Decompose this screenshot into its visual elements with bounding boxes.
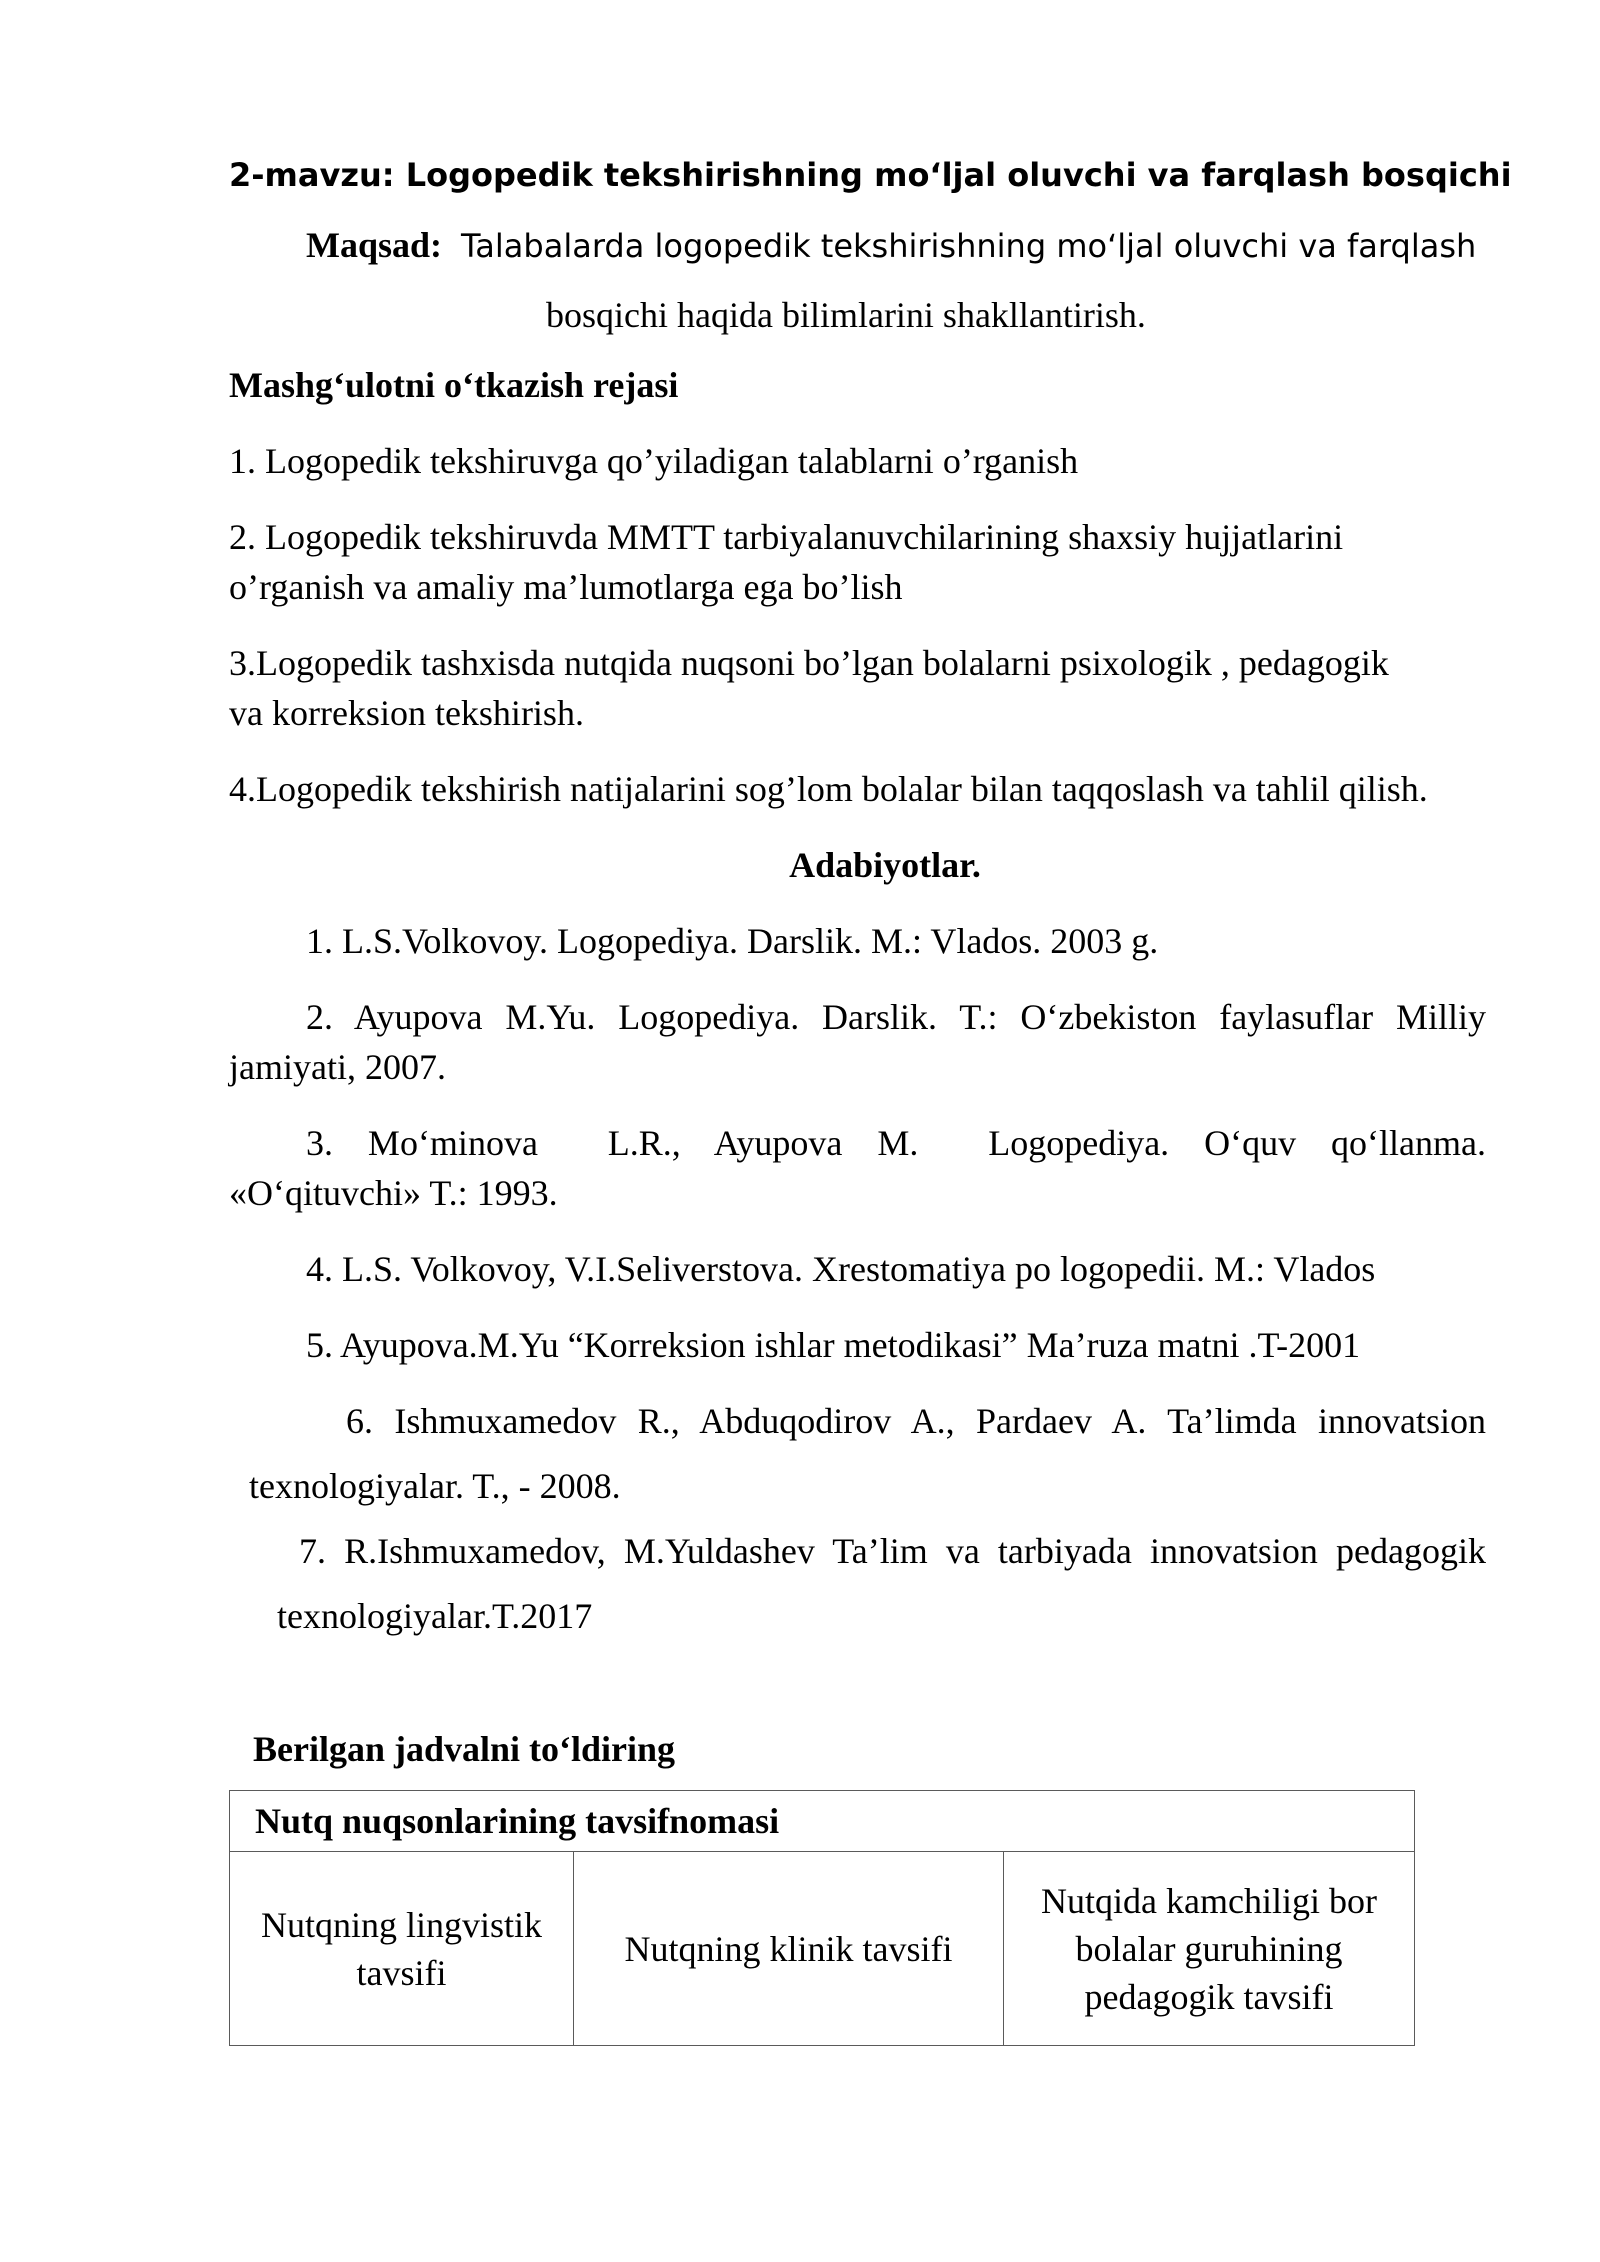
col3-line-1: Nutqida kamchiligi bor [1041,1880,1377,1921]
reference-7: 7. R.Ishmuxamedov, M.Yuldashev Ta’lim va tarbiyada innovatsion pedagogik [299,1531,1486,1571]
reference-1: 1. L.S.Volkovoy. Logopediya. Darslik. M.: Vlados. 2003 g. [306,921,1159,961]
goal-line-1 [306,220,1476,271]
reference-6: 6. Ishmuxamedov R., Abduqodirov A., Pardaev A. Ta’limda innovatsion [346,1401,1486,1441]
speech-defects-table [229,1790,1415,2046]
reference-4: 4. L.S. Volkovoy, V.I.Seliverstova. Xrestomatiya po logopedii. M.: Vlados [306,1249,1376,1289]
reference-2-cont: jamiyati, 2007. [229,1047,446,1087]
references-heading: Adabiyotlar. [789,845,981,885]
plan-item-4: 4.Logopedik tekshirish natijalarini sog’lom bolalar bilan taqqoslash va tahlil qilish. [229,769,1428,809]
table-cell-linguistic[interactable] [230,1852,574,2046]
goal-text-2: bosqichi haqida bilimlarini shakllantirish. [546,295,1146,335]
reference-6-cont: texnologiyalar. T., - 2008. [249,1466,621,1506]
plan-item-3-cont: va korreksion tekshirish. [229,693,584,733]
table-cell-pedagogical[interactable] [1004,1852,1415,2046]
plan-item-3: 3.Logopedik tashxisda nutqida nuqsoni bo’lgan bolalarni psixologik , pedagogik [229,643,1389,683]
plan-item-1: 1. Logopedik tekshiruvga qo’yiladigan talablarni o’rganish [229,441,1079,481]
reference-7-cont: texnologiyalar.T.2017 [277,1596,593,1636]
reference-5: 5. Ayupova.M.Yu “Korreksion ishlar metodikasi” Ma’ruza matni .T-2001 [306,1325,1361,1365]
reference-3: 3. Mo‘minova L.R., Ayupova M. Logopediya. O‘quv qo‘llanma. [306,1123,1486,1163]
col1-line-2: tavsifi [356,1952,447,1993]
col3-line-3: pedagogik tavsifi [1084,1976,1334,2017]
col1-line-1: Nutqning lingvistik [260,1904,543,1945]
task-heading: Berilgan jadvalni to‘ldiring [253,1729,676,1769]
table-title-row [230,1791,1415,1852]
table-row [230,1852,1415,2046]
table-cell-clinical[interactable] [574,1852,1004,2046]
plan-heading: Mashg‘ulotni o‘tkazish rejasi [229,365,679,405]
plan-item-2-cont: o’rganish va amaliy ma’lumotlarga ega bo’lish [229,567,903,607]
col2-text: Nutqning klinik tavsifi [624,1928,953,1969]
table-title: Nutq nuqsonlarining tavsifnomasi [230,1791,1415,1852]
topic-title: 2-mavzu: Logopedik tekshirishning mo‘ljal oluvchi va farqlash bosqichi [229,156,1512,194]
col3-line-2: bolalar guruhining [1075,1928,1343,1969]
reference-2: 2. Ayupova M.Yu. Logopediya. Darslik. T.: O‘zbekiston faylasuflar Milliy [306,997,1486,1037]
plan-item-2: 2. Logopedik tekshiruvda MMTT tarbiyalanuvchilarining shaxsiy hujjatlarini [229,517,1344,557]
reference-3-cont: «O‘qituvchi» T.: 1993. [229,1173,558,1213]
goal-text-1: Talabalarda logopedik tekshirishning mo‘ljal oluvchi va farqlash [461,227,1477,265]
goal-label: Maqsad: [306,225,443,265]
